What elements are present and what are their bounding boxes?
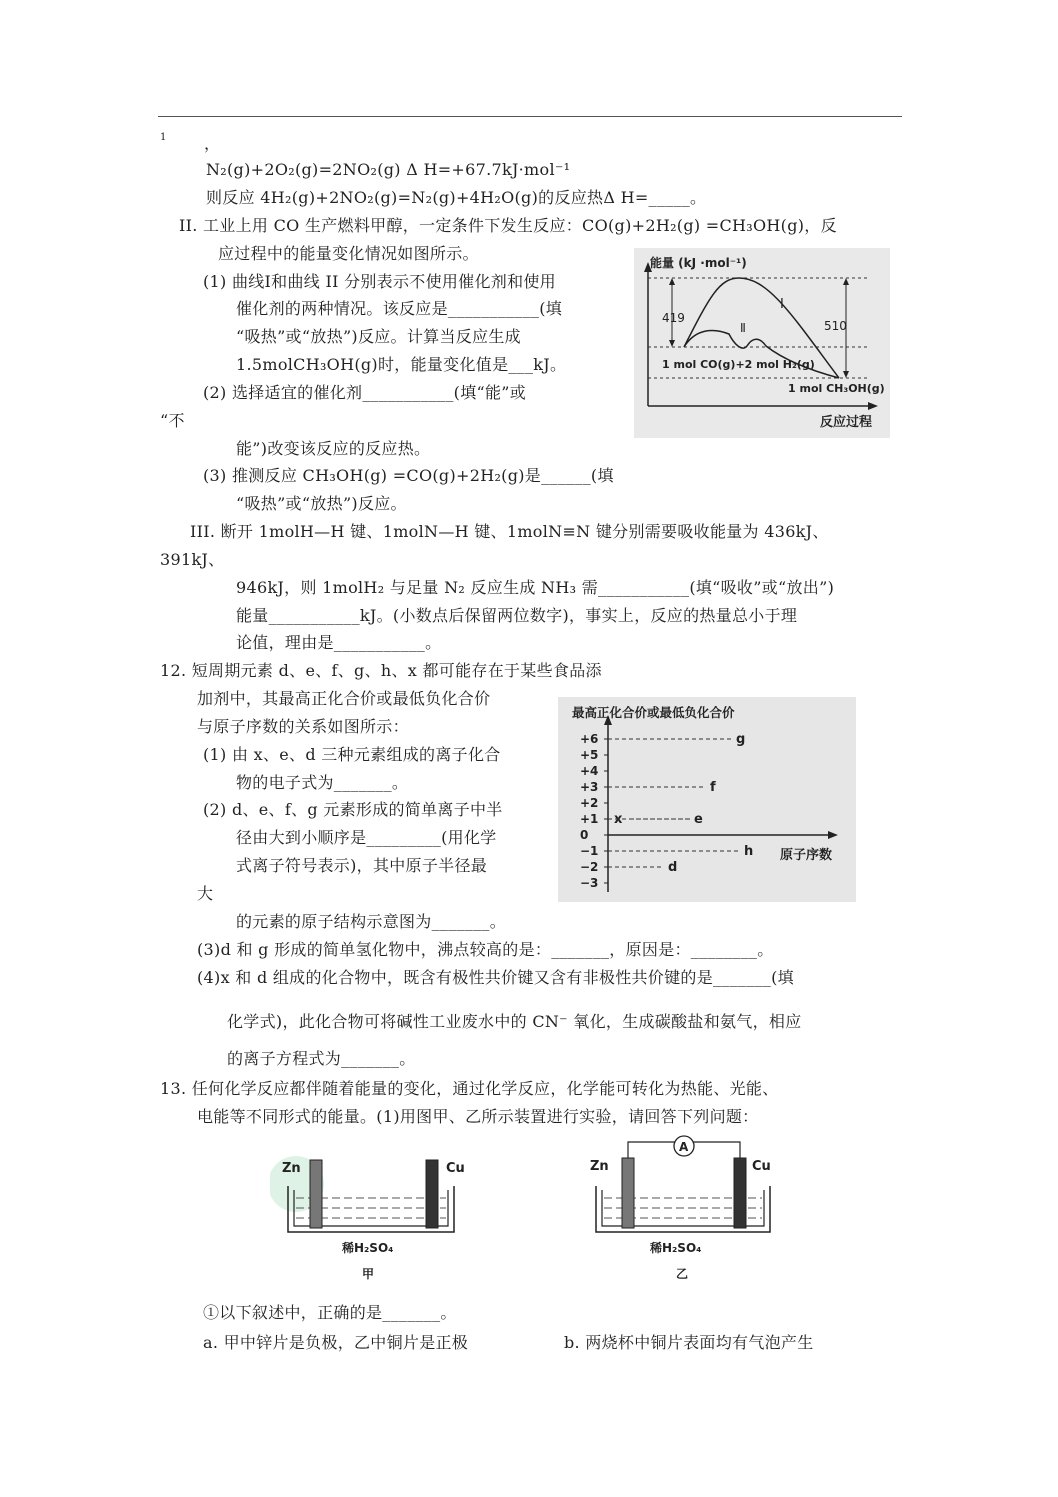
valence-tick-label: +1: [580, 812, 599, 826]
text-line: “吸热”或“放热”)反应。计算当反应生成: [236, 327, 521, 346]
text-line: 论值，理由是___________。: [236, 633, 442, 652]
valence-tick-label: +2: [580, 796, 599, 810]
text-line: (3)d 和 g 形成的简单氢化物中，沸点较高的是：_______，原因是：________。: [197, 940, 774, 959]
yi-cu-label: Cu: [752, 1159, 771, 1174]
top-rule: [158, 116, 902, 117]
text-line: “吸热”或“放热”)反应。: [236, 494, 407, 513]
valence-title: 最高正化合价或最低负化合价: [572, 705, 735, 720]
text-line: 能”)改变该反应的反应热。: [236, 439, 431, 458]
jia-zn-label: Zn: [282, 1161, 301, 1176]
yi-zn-label: Zn: [590, 1159, 609, 1174]
text-line: 大: [197, 884, 214, 903]
text-line: 1.5molCH₃OH(g)时，能量变化值是___kJ。: [236, 355, 567, 374]
section-heading: II. 工业上用 CO 生产燃料甲醇，一定条件下发生反应：CO(g)+2H₂(g) =CH₃OH(g)，反: [179, 216, 837, 235]
text-line: 电能等不同形式的能量。(1)用图甲、乙所示装置进行实验，请回答下列问题：: [197, 1107, 759, 1126]
valence-tick-label: +6: [580, 732, 599, 746]
text-line: 加剂中，其最高正化合价或最低负化合价: [197, 689, 491, 708]
valence-point-f: f: [710, 780, 716, 795]
valence-tick-label: −2: [580, 860, 599, 874]
valence-tick-label: +5: [580, 748, 599, 762]
valence-chart: [558, 697, 856, 902]
jia-electrolyte: 稀H₂SO₄: [342, 1241, 394, 1255]
section-heading: III. 断开 1molH—H 键、1molN—H 键、1molN≡N 键分别需要吸收能量为 436kJ、: [190, 522, 829, 541]
text-line: N₂(g)+2O₂(g)=2NO₂(g) Δ H=+67.7kJ·mol⁻¹: [206, 160, 571, 179]
valence-xlabel: 原子序数: [780, 848, 833, 863]
energy-xlabel: 反应过程: [820, 415, 873, 430]
valence-tick-label: +3: [580, 780, 599, 794]
yi-electrolyte: 稀H₂SO₄: [650, 1241, 702, 1255]
text-line: ①以下叙述中，正确的是_______。: [203, 1303, 457, 1322]
valence-point-h: h: [744, 844, 754, 859]
ammeter-label: A: [679, 1140, 689, 1154]
yi-caption: 乙: [676, 1267, 689, 1281]
text-line: (2) 选择适宜的催化剂___________(填“能”或: [203, 383, 527, 402]
jia-caption: 甲: [362, 1267, 375, 1281]
text-line: 应过程中的能量变化情况如图所示。: [218, 244, 479, 263]
text-line: 化学式)，此化合物可将碱性工业废水中的 CN⁻ 氧化，生成碳酸盐和氨气，相应: [227, 1012, 802, 1031]
valence-tick-label: −1: [580, 844, 599, 858]
valence-point-g: g: [736, 732, 746, 747]
text-line: 391kJ、: [160, 550, 225, 569]
text-line: 的元素的原子结构示意图为_______。: [236, 912, 507, 931]
valence-point-d: d: [668, 860, 678, 875]
question-heading: 12. 短周期元素 d、e、f、g、h、x 都可能存在于某些食品添: [160, 661, 602, 680]
valence-tick-label: −3: [580, 876, 599, 890]
text-line: 催化剂的两种情况。该反应是___________(填: [236, 299, 563, 318]
valence-point-e: e: [694, 812, 703, 827]
text-line: (4)x 和 d 组成的化合物中，既含有极性共价键又含有非极性共价键的是_______(填: [197, 968, 794, 987]
option-a: a. 甲中锌片是负极，乙中铜片是正极: [203, 1333, 469, 1352]
valence-tick-label: +4: [580, 764, 599, 778]
text-line: 与原子序数的关系如图所示：: [197, 717, 409, 736]
energy-ylabel: 能量 (kJ ·mol⁻¹): [650, 256, 747, 270]
text-line: “不: [160, 411, 185, 430]
text-line: 能量___________kJ。(小数点后保留两位数字)，事实上，反应的热量总小于理: [236, 606, 798, 625]
curve-1-label: Ⅰ: [780, 297, 784, 312]
jia-cu-label: Cu: [446, 1161, 465, 1176]
energy-value-left: 419: [662, 311, 685, 325]
text-line: 946kJ，则 1molH₂ 与足量 N₂ 反应生成 NH₃ 需___________(填“吸收”或“放出”): [236, 578, 835, 597]
text-line: 径由大到小顺序是_________(用化学: [236, 828, 497, 847]
question-heading: 13. 任何化学反应都伴随着能量的变化，通过化学反应，化学能可转化为热能、光能、: [160, 1079, 779, 1098]
energy-diagram: [634, 248, 890, 438]
reactant-label: 1 mol CO(g)+2 mol H₂(g): [662, 358, 815, 371]
header-comma: ，: [204, 134, 221, 153]
text-line: (2) d、e、f、g 元素形成的简单离子中半: [203, 800, 503, 819]
energy-value-right: 510: [824, 319, 847, 333]
header-number: 1: [160, 132, 167, 143]
text-line: 式离子符号表示)，其中原子半径最: [236, 856, 488, 875]
product-label: 1 mol CH₃OH(g): [788, 382, 885, 395]
text-line: 则反应 4H₂(g)+2NO₂(g)=N₂(g)+4H₂O(g)的反应热Δ H=_____。: [206, 188, 707, 207]
text-line: 物的电子式为_______。: [236, 773, 409, 792]
valence-tick-label: 0: [580, 828, 589, 842]
cell-jia: [270, 1138, 480, 1288]
cell-yi: [586, 1134, 796, 1288]
text-line: (1) 曲线Ⅰ和曲线 II 分别表示不使用催化剂和使用: [203, 272, 556, 291]
valence-point-x: x: [614, 812, 623, 827]
curve-2-label: Ⅱ: [740, 321, 746, 335]
option-b: b. 两烧杯中铜片表面均有气泡产生: [564, 1333, 814, 1352]
text-line: (1) 由 x、e、d 三种元素组成的离子化合: [203, 745, 501, 764]
text-line: 的离子方程式为_______。: [227, 1049, 416, 1068]
text-line: (3) 推测反应 CH₃OH(g) =CO(g)+2H₂(g)是______(填: [203, 466, 614, 485]
